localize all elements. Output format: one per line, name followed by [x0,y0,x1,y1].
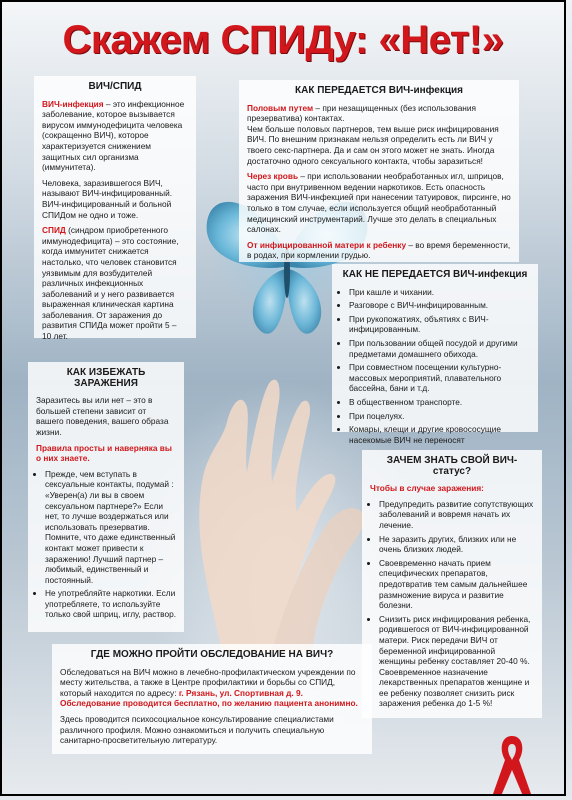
red-ribbon-icon [487,732,537,796]
free-testing-note: Обследование проводится бесплатно, по желанию пациента анонимно. [60,698,358,709]
transmission-section [239,80,519,262]
term-mother-child: От инфицированной матери к ребенку [247,239,407,250]
list-item: • Не употребляйте наркотики. Если употребляете, то используйте только свой шприц, иглу, раствор. [45,588,176,620]
term-aids: СПИД [42,225,66,236]
aids-definition-text: (синдром приобретенного иммунодефицита) – это состояние, когда иммунитет снижается настолько, что человек становится уязвимым для возбудителей различных инфекционных заболеваний и у него развивается выраженная клиническая картина заболевания. От заражения до развития СПИДа может пройти 5 – 10 лет. [42,225,179,342]
where-test-p2: Здесь проводится психосоциальное консультирование специалистами различного профиля. Можно ознакомиться и получить специальную санитарно-просветительную литературу. [60,713,334,746]
avoid-infection-section [28,362,184,632]
blood-route [247,171,511,235]
list-item: • При рукопожатиях, объятиях с ВИЧ-инфицированным. [349,314,530,335]
mother-child-route [247,240,511,261]
sexual-route-text: – при незащищенных (без использования презерватива) контактах. [247,102,477,124]
why-status-sub: Чтобы в случае заражения: [370,483,484,494]
term-hiv: ВИЧ-инфекция [42,98,104,109]
section-heading: КАК ПЕРЕДАЕТСЯ ВИЧ-инфекция [295,85,463,96]
mother-child-route-text: – во время беременности, в родах, при кормлении грудью. [247,239,511,261]
page-title: Скажем СПИДу: «Нет!» [62,18,504,62]
list-item: • При совместном посещении культурно-массовых мероприятий, плавательного бассейна, бани и т.д. [349,362,530,394]
list-item: • В общественном транспорте. [349,397,530,408]
not-transmitted-section [332,264,538,445]
hiv-aids-section [34,76,196,342]
list-item: • Снизить риск инфицирования ребенка, родившегося от ВИЧ-инфицированной матери. Риск передачи ВИЧ от беременной инфицированной женщины ребенку составляет 20-40 %. Своевременное назначение лекарственных препаратов женщине и ее ребенку позволяет снизить риск заражения ребенка до 1-5 %! [379,614,534,709]
section-heading: КАК НЕ ПЕРЕДАЕТСЯ ВИЧ-инфекция [342,269,528,280]
not-transmitted-list [340,287,530,446]
section-heading: ГДЕ МОЖНО ПРОЙТИ ОБСЛЕДОВАНИЕ НА ВИЧ? [90,649,334,660]
hiv-definition-text: – это инфекционное заболевание, которое вызывается вирусом иммунодефицита человека (сокращенно ВИЧ), которое характеризуется снижением защитных сил организма (иммунитета). [42,98,185,173]
list-item: • При кашле и чихании. [349,287,530,298]
why-know-status-section [362,450,542,718]
list-item: • При поцелуях. [349,411,530,422]
blood-route-text: – при использовании необработанных игл, шприцов, часто при внутривенном ведении наркотиков. Есть опасность заражения ВИЧ-инфекцией при нанесении татуировок, пирсинге, но только в том случае, если используется общий необработанный медицинский инструментарий. Лучше это делать в специальных салонах. [247,171,511,235]
term-sexual: Половым путем [247,102,314,113]
avoid-list [36,469,176,620]
list-item: • Не заразить других, близких или не очень близких людей. [379,534,534,555]
why-status-list [370,499,534,709]
aids-definition [42,225,188,342]
where-test-p1: Обследоваться на ВИЧ можно в лечебно-профилактическом учреждении по месту жительства, а также в Центре профилактики и борьбы со СПИД, который находится по адресу: [60,666,356,698]
address: г. Рязань, ул. Спортивная д. 9. [178,687,303,698]
sexual-route [247,103,511,167]
list-item: • Комары, клещи и другие кровососущие насекомые ВИЧ не переносят [349,424,530,445]
sexual-route-more: Чем больше половых партнеров, тем выше риск инфицирования ВИЧ. По внешним признакам нельзя определить есть ли ВИЧ у твоего секс-партнера. Да и сам он этого может не знать. Иногда достаточно одного сексуального контакта, чтобы заразиться! [247,123,499,166]
section-heading: ВИЧ/СПИД [88,81,142,92]
hiv-definition [42,99,188,173]
list-item: • Предупредить развитие сопутствующих заболеваний и вовремя начать их лечение. [379,499,534,531]
avoid-intro: Заразитесь вы или нет – это в большей степени зависит от вашего поведения, вашего образа жизни. [36,395,169,437]
list-item: • При пользовании общей посудой и другими предметами домашнего обихода. [349,338,530,359]
section-heading: КАК ИЗБЕЖАТЬ ЗАРАЖЕНИЯ [66,367,146,389]
list-item: • Прежде, чем вступать в сексуальные контакты, подумай : «Уверен(а) ли вы в своем сексуальном партнере?» Если нет, то лучше воздержаться или использовать презерватив. Помните, что даже единственный контакт может привести к заражению! Лучший партнер – любимый, единственный и постоянный. [45,469,176,586]
hiv-infected-text: Человека, заразившегося ВИЧ, называют ВИЧ-инфицированный. ВИЧ-инфицированный и больной СПИДом не одно и тоже. [42,177,173,220]
where-test-section [52,644,372,754]
list-item: • Разговоре с ВИЧ-инфицированным. [349,300,530,311]
term-blood: Через кровь [247,171,299,182]
avoid-rules: Правила просты и наверняка вы о них знаете. [36,442,172,464]
section-heading: ЗАЧЕМ ЗНАТЬ СВОЙ ВИЧ-статус? [386,455,518,477]
where-test-text [60,667,364,709]
list-item: • Своевременно начать прием специфических препаратов, предотвратив тем самым дальнейшее размножение вируса и развитие болезни. [379,558,534,611]
